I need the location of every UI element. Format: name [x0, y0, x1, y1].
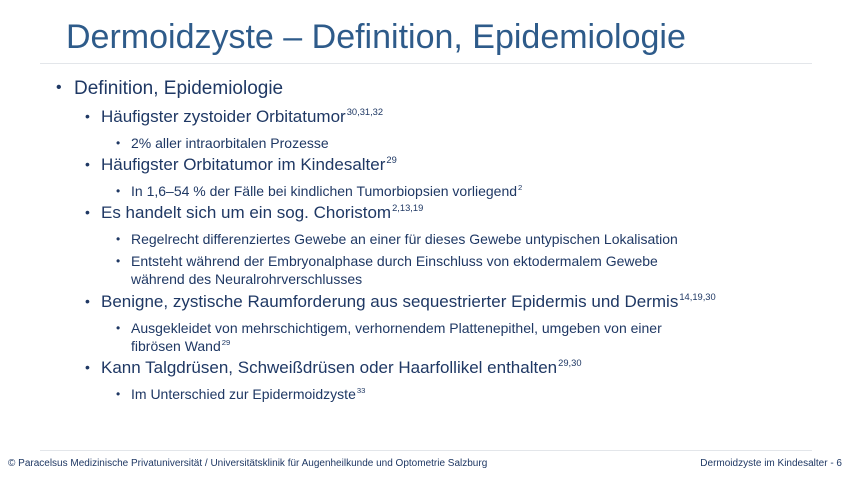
bullet-text: Häufigster zystoider Orbitatumor	[101, 107, 346, 126]
bullet-dot-icon: •	[85, 293, 90, 309]
bullet-dot-icon: •	[85, 156, 90, 172]
citation-ref: 29	[221, 338, 231, 348]
bullet-text: 2% aller intraorbitalen Prozesse	[131, 135, 329, 151]
bullet-item	[85, 155, 397, 175]
bullet-text-line: Entsteht während der Embryonalphase durch Einschluss von ektodermalem Gewebe	[131, 253, 658, 269]
bullet-subitem	[116, 182, 523, 200]
bullet-dot-icon: •	[116, 387, 121, 401]
bullet-subitem	[116, 319, 662, 355]
bullet-item	[85, 203, 424, 223]
bullet-item	[85, 107, 384, 127]
citation-ref: 2,13,19	[392, 203, 424, 213]
footer-copyright: © Paracelsus Medizinische Privatuniversität / Universitätsklinik für Augenheilkunde und Optometrie Salzburg	[8, 458, 488, 469]
bullet-subitem	[116, 385, 366, 403]
bullet-text-line: fibrösen Wand	[131, 338, 221, 354]
bullet-subitem	[116, 252, 658, 288]
citation-ref: 30,31,32	[346, 107, 384, 117]
bullet-text: Benigne, zystische Raumforderung aus sequestrierter Epidermis und Dermis	[101, 292, 679, 311]
bullet-section	[56, 78, 284, 100]
bullet-dot-icon: •	[116, 321, 121, 335]
footer-page-info: Dermoidzyste im Kindesalter - 6	[700, 458, 842, 469]
bullet-dot-icon: •	[116, 232, 121, 246]
citation-ref: 14,19,30	[679, 292, 716, 302]
bullet-text-line: Ausgekleidet von mehrschichtigem, verhornendem Plattenepithel, umgeben von einer	[131, 320, 662, 336]
bullet-subitem	[116, 134, 329, 152]
bullet-subitem	[116, 230, 678, 248]
bullet-text: Im Unterschied zur Epidermoidzyste	[131, 386, 356, 402]
bullet-text: Regelrecht differenziertes Gewebe an einer für dieses Gewebe untypischen Lokalisation	[131, 231, 678, 247]
bullet-text: Es handelt sich um ein sog. Choristom	[101, 203, 392, 222]
bullet-text-line: während des Neuralrohrverschlusses	[131, 271, 363, 287]
bullet-dot-icon: •	[116, 254, 121, 268]
citation-ref: 29	[386, 155, 397, 165]
bullet-item	[85, 292, 716, 312]
bullet-text: Häufigster Orbitatumor im Kindesalter	[101, 155, 386, 174]
bullet-dot-icon: •	[116, 184, 121, 198]
bullet-item	[85, 358, 582, 378]
citation-ref: 29,30	[558, 358, 582, 368]
bullet-dot-icon: •	[85, 108, 90, 124]
bullet-dot-icon: •	[85, 204, 90, 220]
footer-divider	[40, 450, 812, 451]
bullet-text: In 1,6–54 % der Fälle bei kindlichen Tumorbiopsien vorliegend	[131, 183, 518, 199]
bullet-dot-icon: •	[56, 79, 62, 96]
bullet-dot-icon: •	[116, 136, 121, 150]
citation-ref: 33	[356, 386, 366, 396]
bullet-text: Kann Talgdrüsen, Schweißdrüsen oder Haarfollikel enthalten	[101, 358, 558, 377]
slide-title: Dermoidzyste – Definition, Epidemiologie	[66, 18, 686, 56]
citation-ref: 2	[518, 183, 523, 193]
bullet-text: Definition, Epidemiologie	[74, 78, 284, 99]
bullet-dot-icon: •	[85, 359, 90, 375]
title-divider	[40, 63, 812, 64]
